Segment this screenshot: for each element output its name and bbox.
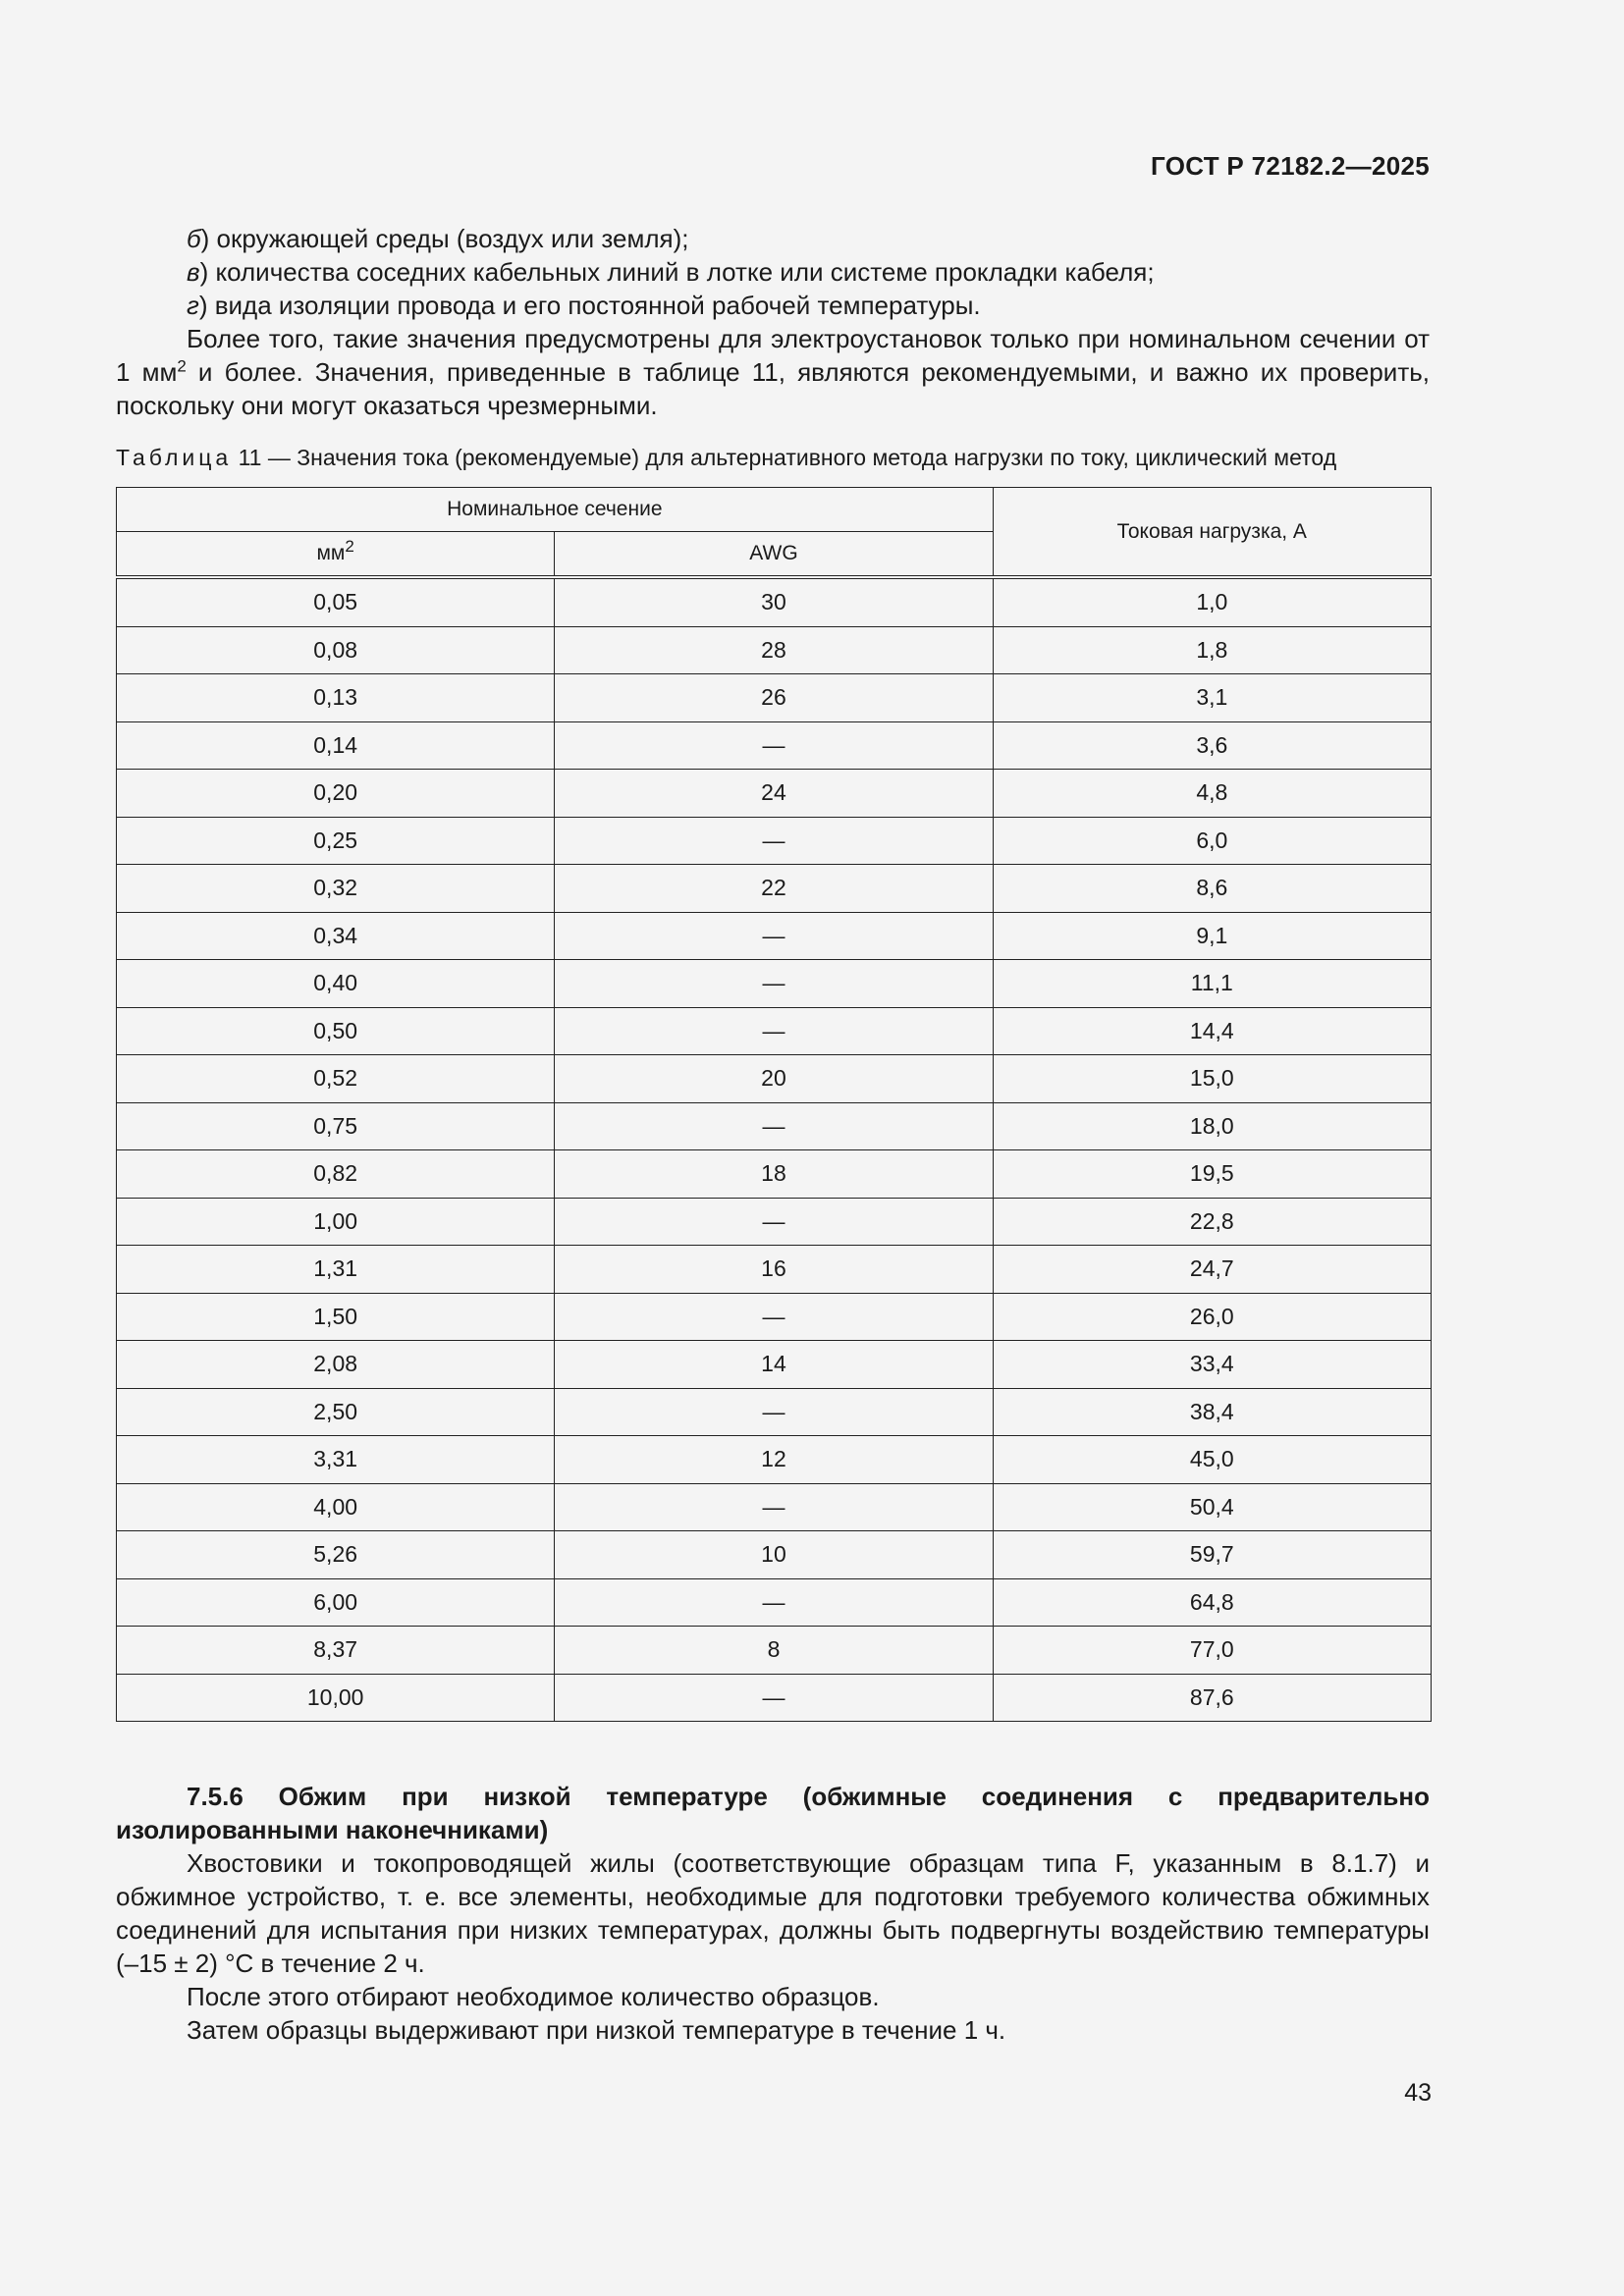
cell-awg: — [555,960,993,1008]
cell-mm2: 3,31 [117,1436,555,1484]
table-row [117,1007,1432,1055]
section-paragraph-3: Затем образцы выдерживают при низкой температуре в течение 1 ч. [187,2015,1006,2045]
cell-current: 33,4 [993,1341,1431,1389]
page-number: 43 [1404,2079,1432,2107]
cell-mm2: 8,37 [117,1627,555,1675]
cell-awg: 20 [555,1055,993,1103]
cell-awg: — [555,721,993,770]
cell-mm2: 10,00 [117,1674,555,1722]
current-load-table [116,487,1432,1722]
cell-mm2: 4,00 [117,1483,555,1531]
table-row [117,1627,1432,1675]
table-row [117,1388,1432,1436]
intro-text [116,222,1430,422]
cell-mm2: 0,13 [117,674,555,722]
cell-current: 26,0 [993,1293,1431,1341]
cell-mm2: 0,52 [117,1055,555,1103]
header-nominal-section: Номинальное сечение [117,488,994,532]
cell-awg: — [555,1388,993,1436]
cell-awg: — [555,1293,993,1341]
cell-awg: — [555,1674,993,1722]
table-row [117,865,1432,913]
cell-awg: 26 [555,674,993,722]
cell-mm2: 2,50 [117,1388,555,1436]
table-row [117,1198,1432,1246]
table-row [117,1341,1432,1389]
cell-mm2: 0,34 [117,912,555,960]
cell-current: 45,0 [993,1436,1431,1484]
table-row [117,960,1432,1008]
table-row [117,1436,1432,1484]
table-row [117,1531,1432,1579]
table-row [117,1578,1432,1627]
cell-current: 87,6 [993,1674,1431,1722]
table-row [117,1102,1432,1150]
cell-awg: 22 [555,865,993,913]
table-row [117,1674,1432,1722]
table-row [117,1293,1432,1341]
header-awg: AWG [555,532,993,578]
cell-awg: 24 [555,770,993,818]
header-mm2: $мм^2$ [117,532,555,578]
cell-mm2: 0,32 [117,865,555,913]
cell-mm2: 1,31 [117,1246,555,1294]
table-row [117,577,1432,626]
section-7-5-6 [116,1780,1430,2047]
cell-awg: — [555,1198,993,1246]
table-row [117,817,1432,865]
cell-awg: 16 [555,1246,993,1294]
table-row [117,721,1432,770]
cell-awg: 8 [555,1627,993,1675]
cell-mm2: 0,50 [117,1007,555,1055]
cell-current: 11,1 [993,960,1431,1008]
cell-current: 1,8 [993,626,1431,674]
cell-current: 24,7 [993,1246,1431,1294]
cell-current: 50,4 [993,1483,1431,1531]
cell-current: 14,4 [993,1007,1431,1055]
cell-current: 3,6 [993,721,1431,770]
cell-awg: — [555,1483,993,1531]
cell-mm2: 0,82 [117,1150,555,1199]
list-item-b: б) окружающей среды (воздух или земля); [187,224,689,253]
table-row [117,1483,1432,1531]
cell-mm2: 5,26 [117,1531,555,1579]
cell-mm2: 0,25 [117,817,555,865]
cell-current: 22,8 [993,1198,1431,1246]
cell-mm2: 2,08 [117,1341,555,1389]
cell-awg: 18 [555,1150,993,1199]
table-row [117,912,1432,960]
cell-awg: 14 [555,1341,993,1389]
table-row [117,1150,1432,1199]
section-paragraph-2: После этого отбирают необходимое количество образцов. [187,1982,880,2011]
cell-mm2: 0,14 [117,721,555,770]
list-item-g: г) вида изоляции провода и его постоянной рабочей температуры. [187,291,981,320]
table-row [117,1055,1432,1103]
cell-current: 18,0 [993,1102,1431,1150]
cell-mm2: 0,75 [117,1102,555,1150]
cell-current: 9,1 [993,912,1431,960]
table-row [117,1246,1432,1294]
cell-current: 77,0 [993,1627,1431,1675]
cell-current: 19,5 [993,1150,1431,1199]
table-row [117,674,1432,722]
cell-awg: 10 [555,1531,993,1579]
intro-paragraph: Более того, такие значения предусмотрены для электроустановок только при номинальном сечении от 1 $мм^2$ и более. Значения, приведенные в таблице 11, являются рекомендуемыми, и важно их проверить, поскольку они могут оказаться чрезмерными. [116,324,1431,420]
document-id-header: ГОСТ Р 72182.2—2025 [1151,151,1430,181]
cell-current: 64,8 [993,1578,1431,1627]
cell-current: 59,7 [993,1531,1431,1579]
cell-awg: — [555,817,993,865]
cell-mm2: 0,20 [117,770,555,818]
header-current-load: Токовая нагрузка, А [993,488,1431,578]
list-item-v: в) количества соседних кабельных линий в лотке или системе прокладки кабеля; [187,257,1155,287]
cell-current: 4,8 [993,770,1431,818]
cell-current: 38,4 [993,1388,1431,1436]
cell-mm2: 1,00 [117,1198,555,1246]
table-row [117,770,1432,818]
table-body [117,577,1432,1722]
cell-awg: — [555,1007,993,1055]
cell-awg: — [555,1578,993,1627]
table-caption: Таблица 11 — Значения тока (рекомендуемые) для альтернативного метода нагрузки по току, циклический метод [116,445,1337,470]
cell-mm2: 1,50 [117,1293,555,1341]
cell-current: 1,0 [993,577,1431,626]
cell-mm2: 6,00 [117,1578,555,1627]
cell-awg: 30 [555,577,993,626]
table-header-row [117,488,1432,532]
section-heading: 7.5.6 Обжим при низкой температуре (обжимные соединения с предварительно изолированными наконечниками) [116,1782,1430,1844]
cell-awg: — [555,1102,993,1150]
cell-awg: 28 [555,626,993,674]
cell-awg: 12 [555,1436,993,1484]
cell-current: 6,0 [993,817,1431,865]
cell-current: 8,6 [993,865,1431,913]
cell-current: 15,0 [993,1055,1431,1103]
cell-mm2: 0,40 [117,960,555,1008]
cell-mm2: 0,08 [117,626,555,674]
cell-current: 3,1 [993,674,1431,722]
cell-awg: — [555,912,993,960]
cell-mm2: 0,05 [117,577,555,626]
table-row [117,626,1432,674]
section-paragraph-1: Хвостовики и токопроводящей жилы (соответствующие образцам типа F, указанным в 8.1.7) и обжимное устройство, т. е. все элементы, необходимые для подготовки требуемого количества обжимных соединений для испытания при низких температурах, должны быть подвергнуты воздействию температуры (–15 ± 2) °С в течение 2 ч. [116,1848,1430,1978]
